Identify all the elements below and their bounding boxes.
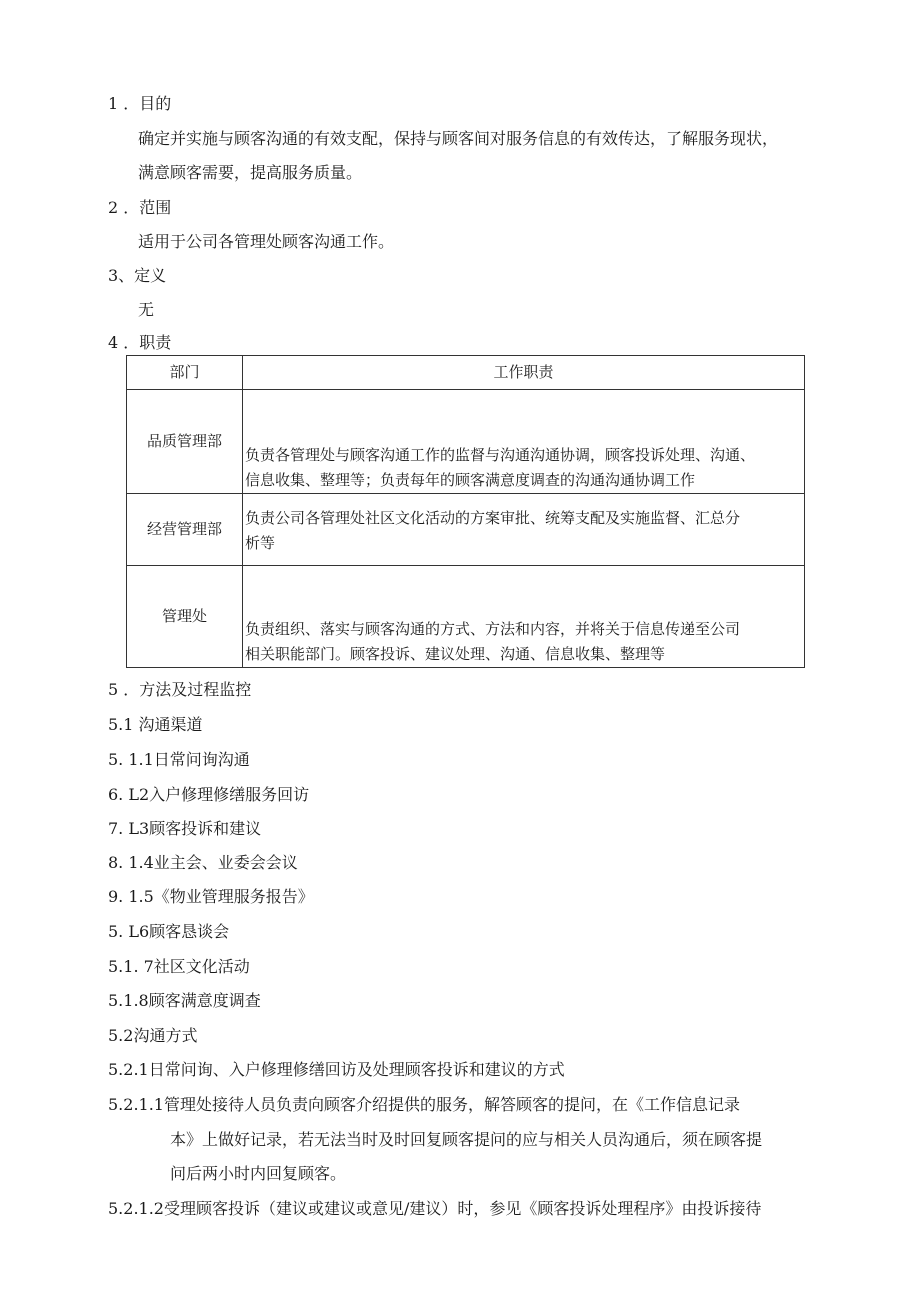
duty-line: 析等	[245, 534, 276, 552]
section-2-title: 2 ．范围	[108, 198, 172, 217]
section-1-title: 1 ．目的	[108, 94, 172, 113]
paragraph-5-2-1-2-line-1: 5.2.1.2受理顾客投诉（建议或建议或意见/建议）时，参见《顾客投诉处理程序》由投诉接待	[108, 1199, 762, 1218]
section-3-title: 3、定义	[108, 266, 167, 285]
list-item: 5.1 沟通渠道	[108, 715, 203, 734]
dept-cell: 品质管理部	[127, 390, 243, 494]
section-2-line-1: 适用于公司各管理处顾客沟通工作。	[138, 232, 395, 251]
list-item: 9. 1.5《物业管理服务报告》	[108, 887, 314, 906]
duty-cell	[243, 494, 805, 566]
list-item: 5.1.8顾客满意度调查	[108, 991, 261, 1010]
list-item: 5. L6顾客恳谈会	[108, 922, 230, 941]
list-item: 8. 1.4业主会、业委会会议	[108, 853, 298, 872]
duty-line: 负责组织、落实与顾客沟通的方式、方法和内容，并将关于信息传递至公司	[245, 620, 741, 638]
list-item: 6. L2入户修理修缮服务回访	[108, 785, 310, 804]
duty-cell	[243, 566, 805, 668]
list-item: 5.2沟通方式	[108, 1026, 198, 1045]
list-item: 7. L3顾客投诉和建议	[108, 819, 262, 838]
section-4-title: 4 ．职责	[108, 333, 172, 352]
paragraph-5-2-1-1-line-3: 问后两小时内回复顾客。	[170, 1164, 347, 1183]
duty-line: 相关职能部门。顾客投诉、建议处理、沟通、信息收集、整理等	[245, 645, 666, 663]
table-header-row	[127, 356, 805, 390]
paragraph-5-2-1-1-line-1: 5.2.1.1管理处接待人员负责向顾客介绍提供的服务，解答顾客的提问，在《工作信息记录	[108, 1095, 740, 1114]
paragraph-5-2-1-1-line-2: 本》上做好记录，若无法当时及时回复顾客提问的应与相关人员沟通后，须在顾客提	[170, 1130, 763, 1149]
duty-line: 负责公司各管理处社区文化活动的方案审批、统筹支配及实施监督、汇总分	[245, 509, 741, 527]
duty-cell	[243, 390, 805, 494]
header-duty: 工作职责	[243, 356, 805, 390]
table-row	[127, 566, 805, 668]
table-row	[127, 390, 805, 494]
header-dept: 部门	[127, 356, 243, 390]
section-1-line-1: 确定并实施与顾客沟通的有效支配，保持与顾客间对服务信息的有效传达，了解服务现状，	[138, 129, 779, 148]
section-5-title: 5 ．方法及过程监控	[108, 680, 252, 699]
responsibility-table	[126, 355, 805, 668]
list-item: 5.2.1日常问询、入户修理修缮回访及处理顾客投诉和建议的方式	[108, 1060, 565, 1079]
duty-line: 信息收集、整理等；负责每年的顾客满意度调查的沟通沟通协调工作	[245, 471, 696, 489]
section-3-line-1: 无	[138, 300, 155, 319]
list-item: 5.1. 7社区文化活动	[108, 957, 250, 976]
dept-cell: 管理处	[127, 566, 243, 668]
list-item: 5. 1.1日常问询沟通	[108, 750, 250, 769]
dept-cell: 经营管理部	[127, 494, 243, 566]
duty-line: 负责各管理处与顾客沟通工作的监督与沟通沟通协调，顾客投诉处理、沟通、	[245, 446, 756, 464]
section-1-line-2: 满意顾客需要，提高服务质量。	[138, 163, 363, 182]
table-row	[127, 494, 805, 566]
